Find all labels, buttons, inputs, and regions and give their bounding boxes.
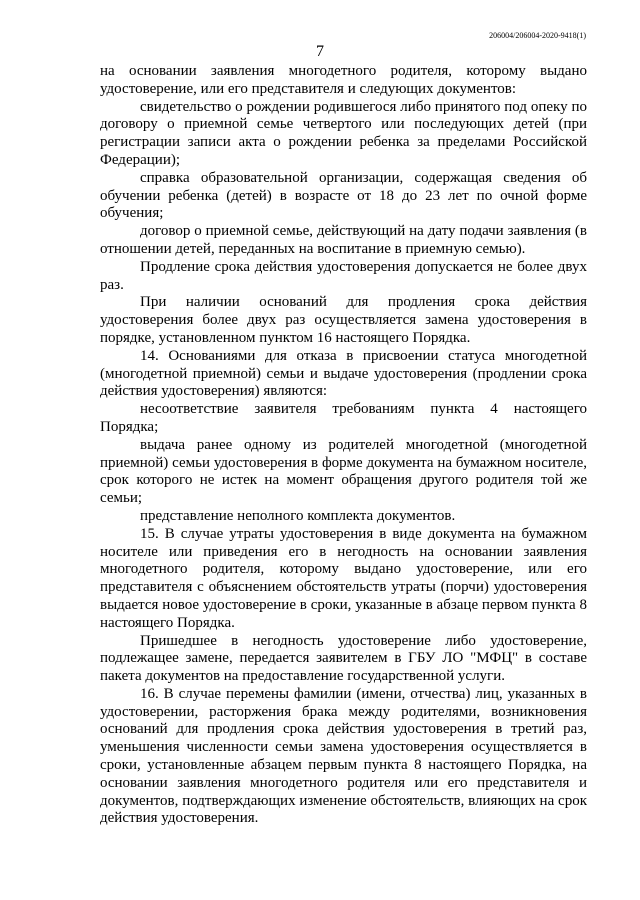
paragraph: 14. Основаниями для отказа в присвоении статуса многодетной (многодетной приемной) семьи и выдаче удостоверения (продлении срока действия удостоверения) являются: <box>100 347 587 400</box>
paragraph: справка образовательной организации, содержащая сведения об обучении ребенка (детей) в возрасте от 18 до 23 лет по очной форме обучения; <box>100 169 587 222</box>
paragraph: несоответствие заявителя требованиям пункта 4 настоящего Порядка; <box>100 401 587 435</box>
paragraph: 16. В случае перемены фамилии (имени, отчества) лиц, указанных в удостоверении, расторжения брака между родителями, возникновения оснований для продления срока действия удостоверения в третий раз, уменьшения численности семьи замена удостоверения осуществляется в сроки, установленные абзацем первым пункта 8 настоящего Порядка, на основании заявления многодетного родителя или его представителя и документов, подтверждающих изменение обстоятельств, влияющих на срок действия удостоверения. <box>100 685 587 827</box>
paragraph: свидетельство о рождении родившегося либо принятого под опеку по договору о приемной семье четвертого или последующих детей (при регистрации записи акта о рождении ребенка за пределами Российской Федерации); <box>100 98 587 168</box>
paragraph: Продление срока действия удостоверения допускается не более двух раз. <box>100 258 587 293</box>
paragraph: на основании заявления многодетного родителя, которому выдано удостоверение, или его представителя и следующих документов: <box>100 63 587 97</box>
paragraph: 15. В случае утраты удостоверения в виде документа на бумажном носителе или приведения его в негодность на основании заявления многодетного родителя, которому выдано удостоверение, или его представителя с объяснением обстоятельств утраты (порчи) удостоверения выдается новое удостоверение в сроки, указанные в абзаце первом пункта 8 настоящего Порядка. <box>100 525 587 631</box>
paragraph: выдача ранее одному из родителей многодетной (многодетной приемной) семьи удостоверения в форме документа на бумажном носителе, срок которого не истек на момент обращения другого родителя той же семьи; <box>100 436 587 507</box>
paragraph: договор о приемной семье, действующий на дату подачи заявления (в отношении детей, переданных на воспитание в приемную семью). <box>100 223 587 257</box>
document-id: 206004/206004-2020-9418(1) <box>489 31 586 40</box>
paragraph: Пришедшее в негодность удостоверение либо удостоверение, подлежащее замене, передается заявителем в ГБУ ЛО "МФЦ" в составе пакета документов на предоставление государственной услуги. <box>100 632 587 685</box>
document-body <box>100 63 587 828</box>
page-number: 7 <box>316 43 324 60</box>
paragraph: При наличии оснований для продления срока действия удостоверения более двух раз осуществляется замена удостоверения в порядке, установленном пунктом 16 настоящего Порядка. <box>100 294 587 346</box>
paragraph: представление неполного комплекта документов. <box>140 507 456 524</box>
